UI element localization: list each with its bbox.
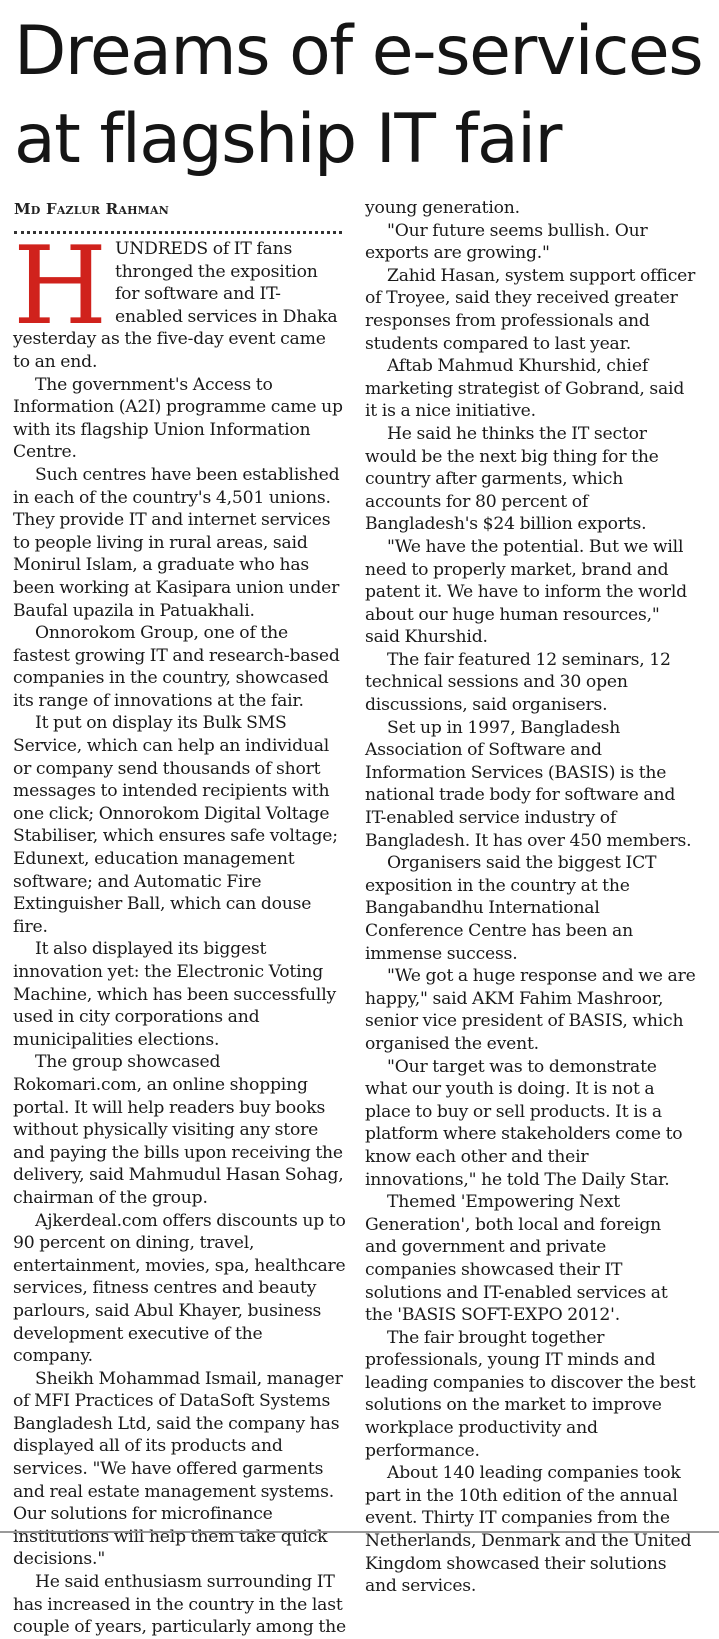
paragraph: He said he thinks the IT sector would be the next big thing for the country after garments, which accounts for 80 percent of Bangladesh's $24 billion exports.	[365, 423, 659, 535]
paragraph: Sheikh Mohammad Ismail, manager of MFI Practices of DataSoft Systems Bangladesh Ltd, said the company has displayed all of its products and services. "We have offered garments and real estate management systems. Our solutions for microfinance institutions will help them take quick decisions."	[13, 1368, 343, 1570]
paragraph: About 140 leading companies took part in the 10th edition of the annual event. Thirty IT companies from the Netherlands, Denmark and the United Kingdom showcased their solutions and services.	[365, 1463, 692, 1597]
page-bottom-border	[0, 1531, 719, 1533]
paragraph: The group showcased Rokomari.com, an online shopping portal. It will help readers buy books without physically visiting any store and paying the bills upon receiving the delivery, said Mahmudul Hasan Sohag, chairman of the group.	[13, 1052, 344, 1208]
paragraph: Zahid Hasan, system support officer of Troyee, said they received greater responses from professionals and students compared to last year.	[365, 265, 696, 354]
paragraph: The fair featured 12 seminars, 12 technical sessions and 30 open discussions, said organisers.	[365, 649, 671, 716]
paragraph: It also displayed its biggest innovation yet: the Electronic Voting Machine, which has been successfully used in city corporations and municipalities elections.	[13, 939, 337, 1050]
drop-cap: H	[13, 224, 107, 349]
headline: Dreams of e-services at flagship IT fair	[14, 12, 703, 179]
paragraph: "Our future seems bullish. Our exports are growing."	[365, 220, 648, 264]
paragraph: It put on display its Bulk SMS Service, which can help an individual or company send thousands of short messages to intended recipients with one click; Onnorokom Digital Voltage Stabiliser, which ensures safe voltage; Edunext, education management software; and Automatic Fire Extinguisher Ball, which can douse fire.	[13, 713, 338, 937]
paragraph: "Our target was to demonstrate what our youth is doing. It is not a place to buy or sell products. It is a platform where stakeholders come to know each other and their innovations," he told The Daily Star.	[365, 1056, 683, 1190]
paragraph: The government's Access to Information (A2I) programme came up with its flagship Union Information Centre.	[13, 374, 343, 463]
paragraph: Onnorokom Group, one of the fastest growing IT and research-based companies in the country, showcased its range of innovations at the fair.	[13, 623, 340, 711]
paragraph: The fair brought together professionals, young IT minds and leading companies to discover the best solutions on the market to improve workplace productivity and performance.	[365, 1327, 696, 1461]
paragraph: Such centres have been established in each of the country's 4,501 unions. They provide IT and internet services to people living in rural areas, said Monirul Islam, a graduate who has been working at Kasipara union under Baufal upazila in Patuakhali.	[13, 464, 340, 621]
paragraph: Ajkerdeal.com offers discounts up to 90 percent on dining, travel, entertainment, movies, spa, healthcare services, fitness centres and beauty parlours, said Abul Khayer, business development executive of the company.	[13, 1210, 346, 1367]
paragraph: He said enthusiasm surrounding IT has increased in the country in the last couple of years, particularly among the	[13, 1572, 346, 1638]
paragraph: Aftab Mahmud Khurshid, chief marketing strategist of Gobrand, said it is a nice initiative.	[365, 356, 685, 422]
lead-text: UNDREDS of IT fans thronged the exposition for software and IT-enabled services in Dhaka yesterday as the five-day event came to an end.	[13, 239, 338, 372]
byline: Md Fazlur Rahman	[14, 200, 170, 218]
lead-paragraph	[13, 224, 346, 374]
article-column-1	[13, 224, 346, 1639]
paragraph-continuation: young generation.	[365, 198, 520, 218]
article-column-2	[365, 197, 697, 1598]
paragraph: Themed 'Empowering Next Generation', both local and foreign and government and private companies showcased their IT solutions and IT-enabled services at the 'BASIS SOFT-EXPO 2012'.	[365, 1192, 668, 1326]
paragraph: Set up in 1997, Bangladesh Association of Software and Information Services (BASIS) is the national trade body for software and IT-enabled service industry of Bangladesh. It has over 450 members.	[365, 717, 692, 851]
paragraph: "We have the potential. But we will need to properly market, brand and patent it. We have to inform the world about our huge human resources," said Khurshid.	[365, 536, 687, 648]
paragraph: "We got a huge response and we are happy," said AKM Fahim Mashroor, senior vice president of BASIS, which organised the event.	[365, 966, 696, 1054]
paragraph: Organisers said the biggest ICT exposition in the country at the Bangabandhu International Conference Centre has been an immense success.	[365, 853, 657, 964]
